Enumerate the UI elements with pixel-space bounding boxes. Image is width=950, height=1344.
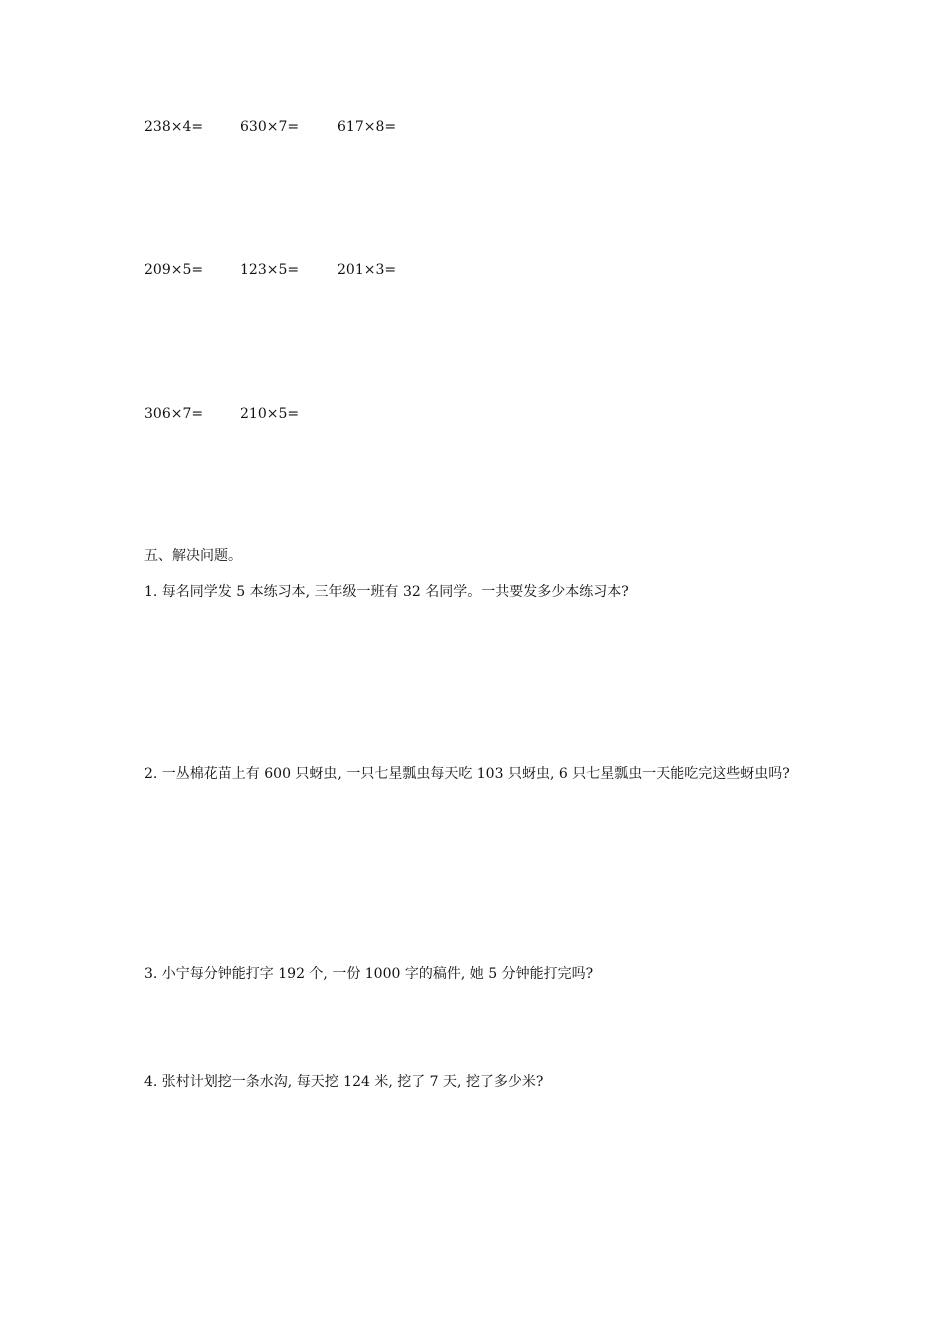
- calculation-item: 209×5=: [144, 262, 204, 278]
- word-problem: 1. 每名同学发 5 本练习本, 三年级一班有 32 名同学。一共要发多少本练习本?: [144, 584, 629, 600]
- word-problem: 4. 张村计划挖一条水沟, 每天挖 124 米, 挖了 7 天, 挖了多少米?: [144, 1074, 544, 1090]
- word-problem: 3. 小宁每分钟能打字 192 个, 一份 1000 字的稿件, 她 5 分钟能打完吗?: [144, 966, 594, 982]
- calculation-item: 238×4=: [144, 119, 204, 135]
- calculation-item: 617×8=: [337, 119, 397, 135]
- calculation-item: 630×7=: [240, 119, 300, 135]
- word-problem: 2. 一丛棉花苗上有 600 只蚜虫, 一只七星瓢虫每天吃 103 只蚜虫, 6 只七星瓢虫一天能吃完这些蚜虫吗?: [144, 766, 790, 782]
- calculation-item: 201×3=: [337, 262, 397, 278]
- section-heading: 五、解决问题。: [144, 548, 242, 564]
- calculation-item: 306×7=: [144, 406, 204, 422]
- calculation-item: 210×5=: [240, 406, 300, 422]
- calculation-item: 123×5=: [240, 262, 300, 278]
